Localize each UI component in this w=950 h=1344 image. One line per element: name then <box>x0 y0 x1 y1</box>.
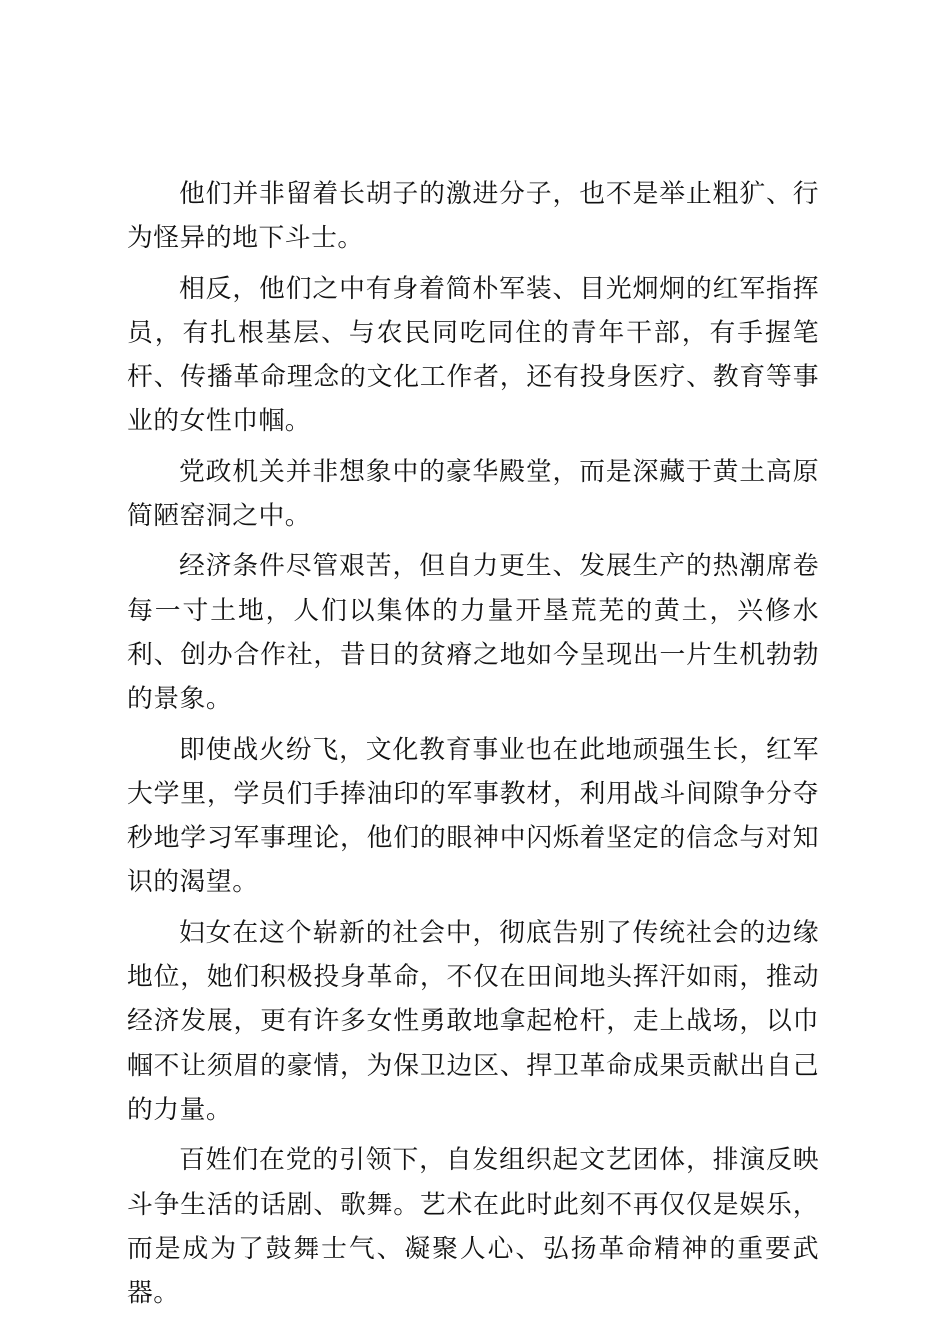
document-body <box>127 172 819 1321</box>
paragraph-7: 百姓们在党的引领下，自发组织起文艺团体，排演反映斗争生活的话剧、歌舞。艺术在此时此刻不再仅仅是娱乐，而是成为了鼓舞士气、凝聚人心、弘扬革命精神的重要武器。 <box>127 1145 819 1309</box>
paragraph-5: 即使战火纷飞，文化教育事业也在此地顽强生长，红军大学里，学员们手捧油印的军事教材，利用战斗间隙争分夺秒地学习军事理论，他们的眼神中闪烁着坚定的信念与对知识的渴望。 <box>127 734 819 898</box>
paragraph-3: 党政机关并非想象中的豪华殿堂，而是深藏于黄土高原简陋窑洞之中。 <box>127 456 819 532</box>
paragraph-2: 相反，他们之中有身着简朴军装、目光炯炯的红军指挥员，有扎根基层、与农民同吃同住的青年干部，有手握笔杆、传播革命理念的文化工作者，还有投身医疗、教育等事业的女性巾帼。 <box>127 273 819 437</box>
paragraph-4: 经济条件尽管艰苦，但自力更生、发展生产的热潮席卷每一寸土地，人们以集体的力量开垦荒芜的黄土，兴修水利、创办合作社，昔日的贫瘠之地如今呈现出一片生机勃勃的景象。 <box>127 551 819 715</box>
paragraph-1: 他们并非留着长胡子的激进分子，也不是举止粗犷、行为怪异的地下斗士。 <box>127 179 819 254</box>
paragraph-6: 妇女在这个崭新的社会中，彻底告别了传统社会的边缘地位，她们积极投身革命，不仅在田间地头挥汗如雨，推动经济发展，更有许多女性勇敢地拿起枪杆，走上战场，以巾帼不让须眉的豪情，为保卫边区、捍卫革命成果贡献出自己的力量。 <box>127 917 819 1125</box>
